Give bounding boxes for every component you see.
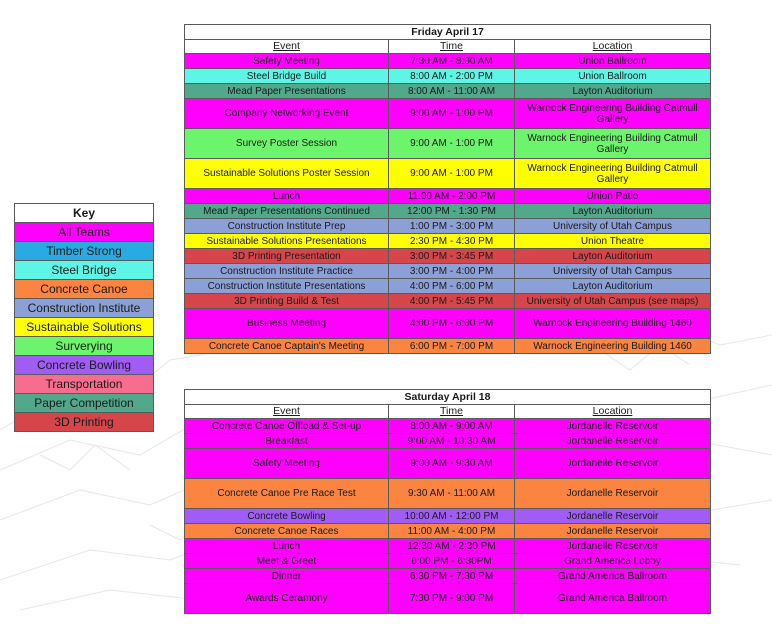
schedule-row: [185, 569, 711, 584]
schedule-row: [185, 234, 711, 249]
location-cell: Warnock Engineering Building Catmull Gallery: [515, 159, 711, 189]
time-cell: 6:30 PM - 7:30 PM: [389, 569, 515, 584]
location-cell: Layton Auditorium: [515, 84, 711, 99]
event-cell: Sustainable Solutions Presentations: [185, 234, 389, 249]
event-cell: Concrete Canoe Offload & Set-up: [185, 419, 389, 434]
time-cell: 4:00 PM - 6:00 PM: [389, 279, 515, 294]
schedule-row: [185, 309, 711, 339]
event-cell: Sustainable Solutions Poster Session: [185, 159, 389, 189]
location-cell: Jordanelle Reservoir: [515, 449, 711, 479]
friday-schedule-table: [184, 24, 711, 354]
time-cell: 9:00 AM - 1:00 PM: [389, 159, 515, 189]
location-cell: Warnock Engineering Building Catmull Gallery: [515, 129, 711, 159]
schedule-row: [185, 159, 711, 189]
key-item-survey: Surverying: [15, 337, 154, 356]
location-cell: Jordanelle Reservoir: [515, 479, 711, 509]
time-cell: 2:30 PM - 4:30 PM: [389, 234, 515, 249]
schedule-row: [185, 54, 711, 69]
location-cell: University of Utah Campus: [515, 219, 711, 234]
key-item-paper: Paper Competition: [15, 394, 154, 413]
location-cell: Warnock Engineering Building 1460: [515, 339, 711, 354]
schedule-row: [185, 279, 711, 294]
location-cell: Union Ballroom: [515, 69, 711, 84]
event-cell: Safety Meeting: [185, 449, 389, 479]
location-cell: Warnock Engineering Building 1460: [515, 309, 711, 339]
time-cell: 11:00 AM - 2:00 PM: [389, 189, 515, 204]
time-cell: 6:00 PM - 6:30PM: [389, 554, 515, 569]
event-cell: Concrete Canoe Pre Race Test: [185, 479, 389, 509]
key-title: Key: [15, 204, 154, 223]
time-cell: 10:00 AM - 12:00 PM: [389, 509, 515, 524]
time-cell: 9:00 AM - 1:00 PM: [389, 99, 515, 129]
location-cell: Layton Auditorium: [515, 279, 711, 294]
event-cell: Breakfast: [185, 434, 389, 449]
time-cell: 4:00 PM - 5:45 PM: [389, 294, 515, 309]
key-item-all: All Teams: [15, 223, 154, 242]
location-header: Location: [515, 40, 711, 54]
time-cell: 12:30 AM - 2:30 PM: [389, 539, 515, 554]
time-cell: 8:00 AM - 2:00 PM: [389, 69, 515, 84]
schedule-row: [185, 69, 711, 84]
time-cell: 7:30 PM - 9:00 PM: [389, 584, 515, 614]
event-cell: Dinner: [185, 569, 389, 584]
location-cell: Grand America Lobby: [515, 554, 711, 569]
saturday-title: Saturday April 18: [185, 390, 711, 405]
event-cell: Construction Institute Presentations: [185, 279, 389, 294]
time-cell: 4:00 PM - 6:00 PM: [389, 309, 515, 339]
time-cell: 9:30 AM - 11:00 AM: [389, 479, 515, 509]
time-cell: 12:00 PM - 1:30 PM: [389, 204, 515, 219]
time-cell: 3:00 PM - 3:45 PM: [389, 249, 515, 264]
schedule-row: [185, 99, 711, 129]
schedule-row: [185, 524, 711, 539]
location-cell: Union Theatre: [515, 234, 711, 249]
schedule-row: [185, 249, 711, 264]
time-cell: 1:00 PM - 3:00 PM: [389, 219, 515, 234]
location-cell: Grand America Ballroom: [515, 569, 711, 584]
location-cell: University of Utah Campus (see maps): [515, 294, 711, 309]
time-cell: 3:00 PM - 4:00 PM: [389, 264, 515, 279]
location-cell: Jordanelle Reservoir: [515, 524, 711, 539]
friday-title: Friday April 17: [185, 25, 711, 40]
time-cell: 8:00 AM - 9:00 AM: [389, 419, 515, 434]
event-cell: Safety Meeting: [185, 54, 389, 69]
schedule-row: [185, 449, 711, 479]
schedule-row: [185, 479, 711, 509]
location-cell: Warnock Engineering Building Catmull Gallery: [515, 99, 711, 129]
event-header: Event: [185, 405, 389, 419]
schedule-row: [185, 509, 711, 524]
key-item-transport: Transportation: [15, 375, 154, 394]
time-cell: 8:00 AM - 11:00 AM: [389, 84, 515, 99]
location-cell: Union Ballroom: [515, 54, 711, 69]
schedule-row: [185, 219, 711, 234]
schedule-row: [185, 339, 711, 354]
event-cell: Concrete Canoe Races: [185, 524, 389, 539]
time-cell: 9:00 AM - 10:30 AM: [389, 434, 515, 449]
event-cell: Lunch: [185, 189, 389, 204]
location-cell: Layton Auditorium: [515, 204, 711, 219]
event-cell: Business Meeting: [185, 309, 389, 339]
event-cell: 3D Printing Presentation: [185, 249, 389, 264]
key-item-canoe: Concrete Canoe: [15, 280, 154, 299]
event-cell: Meet & Greet: [185, 554, 389, 569]
schedule-row: [185, 204, 711, 219]
key-item-print: 3D Printing: [15, 413, 154, 432]
key-item-timber: Timber Strong: [15, 242, 154, 261]
event-header: Event: [185, 40, 389, 54]
location-cell: Jordanelle Reservoir: [515, 539, 711, 554]
event-cell: Awards Ceramony: [185, 584, 389, 614]
schedule-row: [185, 84, 711, 99]
event-cell: Concrete Canoe Captain's Meeting: [185, 339, 389, 354]
schedule-row: [185, 264, 711, 279]
time-cell: 11:00 AM - 4:00 PM: [389, 524, 515, 539]
event-cell: Construction Institute Practice: [185, 264, 389, 279]
key-item-construct: Construction Institute: [15, 299, 154, 318]
time-cell: 9:00 AM - 1:00 PM: [389, 129, 515, 159]
schedule-row: [185, 129, 711, 159]
event-cell: Mead Paper Presentations Continued: [185, 204, 389, 219]
schedule-row: [185, 294, 711, 309]
location-cell: Jordanelle Reservoir: [515, 419, 711, 434]
time-cell: 7:30 AM - 8:00 AM: [389, 54, 515, 69]
event-cell: Steel Bridge Build: [185, 69, 389, 84]
location-cell: Union Patio: [515, 189, 711, 204]
schedule-row: [185, 554, 711, 569]
event-cell: Concrete Bowling: [185, 509, 389, 524]
location-cell: Jordanelle Reservoir: [515, 509, 711, 524]
location-cell: Jordanelle Reservoir: [515, 434, 711, 449]
event-cell: Construction Institute Prep: [185, 219, 389, 234]
location-cell: Grand America Ballroom: [515, 584, 711, 614]
key-item-bowling: Concrete Bowling: [15, 356, 154, 375]
location-cell: University of Utah Campus: [515, 264, 711, 279]
saturday-schedule-table: [184, 389, 711, 614]
time-header: Time: [389, 405, 515, 419]
event-cell: Company Networking Event: [185, 99, 389, 129]
schedule-row: [185, 419, 711, 434]
event-cell: 3D Printing Build & Test: [185, 294, 389, 309]
location-header: Location: [515, 405, 711, 419]
time-cell: 6:00 PM - 7:00 PM: [389, 339, 515, 354]
schedule-row: [185, 189, 711, 204]
event-cell: Survey Poster Session: [185, 129, 389, 159]
key-legend: [14, 203, 154, 432]
event-cell: Lunch: [185, 539, 389, 554]
schedule-row: [185, 584, 711, 614]
event-cell: Mead Paper Presentations: [185, 84, 389, 99]
time-cell: 9:00 AM - 9:30 AM: [389, 449, 515, 479]
location-cell: Layton Auditorium: [515, 249, 711, 264]
schedule-row: [185, 539, 711, 554]
key-item-steel: Steel Bridge: [15, 261, 154, 280]
time-header: Time: [389, 40, 515, 54]
schedule-row: [185, 434, 711, 449]
key-item-sustain: Sustainable Solutions: [15, 318, 154, 337]
